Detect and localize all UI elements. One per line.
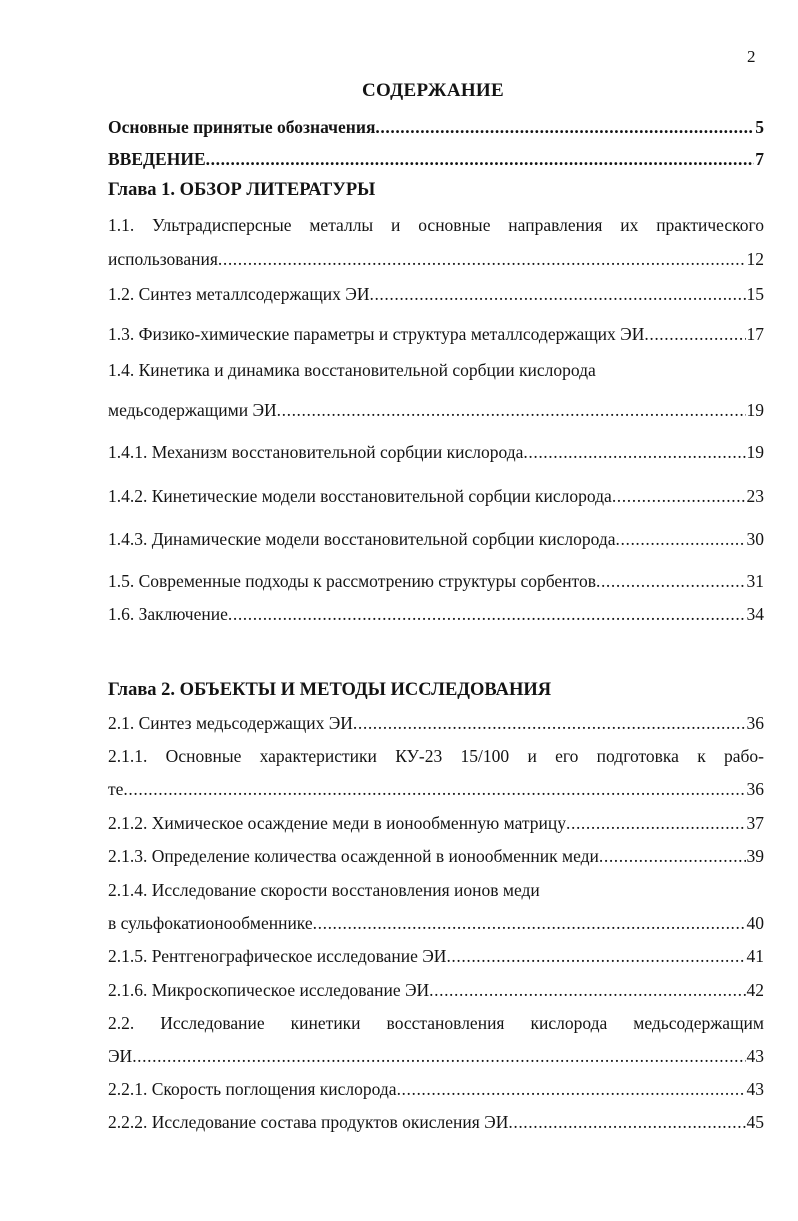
toc-entry: [108, 1046, 764, 1067]
toc-entry-line: 2.2. Исследование кинетики восстановления кислорода медьсодержащим: [108, 1013, 764, 1033]
toc-entry-page: 37: [746, 813, 764, 833]
toc-entry-page: 41: [746, 946, 764, 966]
toc-entry: [108, 813, 764, 834]
dot-leader: [313, 913, 746, 934]
dot-leader: [508, 1112, 745, 1133]
toc-entry: [108, 913, 764, 934]
toc-entry: [108, 149, 764, 170]
toc-entry-page: 36: [746, 713, 764, 733]
dot-leader: [616, 529, 746, 550]
toc-entry-page: 40: [746, 913, 764, 933]
toc-entry: [108, 604, 764, 625]
toc-entry-text: 2.2.1. Скорость поглощения кислорода: [108, 1079, 397, 1099]
dot-leader: [566, 813, 746, 834]
toc-entry: [108, 779, 764, 800]
dot-leader: [132, 1046, 745, 1067]
toc-entry-page: 17: [746, 324, 764, 344]
toc-entry-page: 19: [746, 442, 764, 462]
dot-leader: [218, 249, 746, 270]
dot-leader: [523, 442, 745, 463]
toc-entry-line: 2.1.1. Основные характеристики КУ-23 15/100 и его подготовка к рабо-: [108, 746, 764, 766]
toc-entry-page: 7: [755, 149, 764, 169]
page-number: 2: [747, 47, 756, 66]
toc-entry: [108, 324, 764, 345]
toc-entry-text: те: [108, 779, 124, 799]
toc-entry-page: 31: [746, 571, 764, 591]
toc-entry-page: 30: [746, 529, 764, 549]
toc-entry-page: 34: [746, 604, 764, 624]
toc-entry: [108, 249, 764, 270]
dot-leader: [596, 571, 746, 592]
toc-entry: [108, 400, 764, 421]
toc-entry-line: 1.1. Ультрадисперсные металлы и основные направления их практического: [108, 215, 764, 235]
toc-entry-text: 1.4.3. Динамические модели восстановительной сорбции кислорода: [108, 529, 616, 549]
chapter-heading: Глава 1. ОБЗОР ЛИТЕРАТУРЫ: [108, 180, 376, 200]
toc-entry-page: 39: [746, 846, 764, 866]
toc-entry-text: 2.1. Синтез медьсодержащих ЭИ: [108, 713, 353, 733]
dot-leader: [397, 1079, 746, 1100]
toc-entry-text: 2.1.5. Рентгенографическое исследование ЭИ: [108, 946, 447, 966]
chapter-heading: Глава 2. ОБЪЕКТЫ И МЕТОДЫ ИССЛЕДОВАНИЯ: [108, 680, 552, 700]
dot-leader: [644, 324, 745, 345]
toc-entry-text: в сульфокатионообменнике: [108, 913, 313, 933]
toc-entry: [108, 946, 764, 967]
toc-entry-text: 1.2. Синтез металлсодержащих ЭИ: [108, 284, 370, 304]
toc-entry-text: Основные принятые обозначения: [108, 117, 376, 137]
toc-entry: [108, 1079, 764, 1100]
dot-leader: [123, 779, 745, 800]
page-title: СОДЕРЖАНИЕ: [362, 80, 504, 101]
toc-entry-page: 43: [746, 1079, 764, 1099]
toc-entry: [108, 284, 764, 305]
toc-entry: [108, 980, 764, 1001]
toc-entry: [108, 1112, 764, 1133]
toc-entry-text: медьсодержащими ЭИ: [108, 400, 277, 420]
toc-entry-text: 2.1.2. Химическое осаждение меди в ионообменную матрицу: [108, 813, 566, 833]
dot-leader: [353, 713, 746, 734]
toc-entry-text: ВВЕДЕНИЕ: [108, 149, 206, 169]
dot-leader: [612, 486, 746, 507]
toc-entry-line: 2.1.4. Исследование скорости восстановления ионов меди: [108, 880, 540, 900]
toc-entry-page: 42: [746, 980, 764, 1000]
toc-entry-text: 1.5. Современные подходы к рассмотрению структуры сорбентов: [108, 571, 596, 591]
toc-entry-text: использования: [108, 249, 218, 269]
toc-entry-text: 2.1.3. Определение количества осажденной в ионообменник меди: [108, 846, 599, 866]
toc-entry: [108, 117, 764, 138]
toc-entry-text: 2.2.2. Исследование состава продуктов окисления ЭИ: [108, 1112, 509, 1132]
toc-entry: [108, 846, 764, 867]
dot-leader: [369, 284, 745, 305]
toc-entry-page: 23: [746, 486, 764, 506]
toc-entry-page: 36: [746, 779, 764, 799]
toc-entry-page: 43: [746, 1046, 764, 1066]
toc-entry-page: 19: [746, 400, 764, 420]
toc-entry-text: 2.1.6. Микроскопическое исследование ЭИ: [108, 980, 430, 1000]
toc-entry-page: 5: [755, 117, 764, 137]
dot-leader: [446, 946, 745, 967]
toc-entry-text: 1.4.1. Механизм восстановительной сорбции кислорода: [108, 442, 524, 462]
dot-leader: [228, 604, 746, 625]
dot-leader: [277, 400, 746, 421]
toc-entry-page: 15: [746, 284, 764, 304]
toc-entry-line: 1.4. Кинетика и динамика восстановительной сорбции кислорода: [108, 360, 596, 380]
toc-entry: [108, 713, 764, 734]
dot-leader: [429, 980, 745, 1001]
toc-entry-page: 45: [746, 1112, 764, 1132]
toc-entry: [108, 442, 764, 463]
toc-entry-text: 1.4.2. Кинетические модели восстановительной сорбции кислорода: [108, 486, 612, 506]
toc-entry: [108, 571, 764, 592]
toc-entry: [108, 486, 764, 507]
toc-entry-text: 1.6. Заключение: [108, 604, 228, 624]
dot-leader: [599, 846, 746, 867]
toc-entry-text: 1.3. Физико-химические параметры и структура металлсодержащих ЭИ: [108, 324, 645, 344]
dot-leader: [375, 117, 754, 138]
toc-entry: [108, 529, 764, 550]
dot-leader: [206, 149, 755, 170]
toc-entry-page: 12: [746, 249, 764, 269]
toc-entry-text: ЭИ: [108, 1046, 133, 1066]
